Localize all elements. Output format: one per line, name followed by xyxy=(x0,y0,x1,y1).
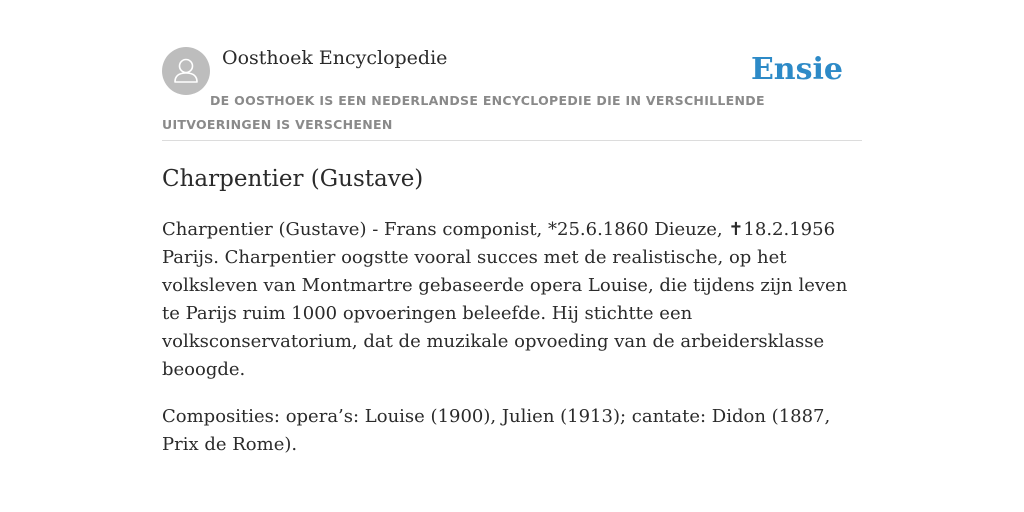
article-paragraph: Charpentier (Gustave) - Frans componist, *25.6.1860 Dieuze, ✝18.2.1956 Parijs. Charpentier oogstte vooral succes met de realistische, op het volksleven van Montmartre gebaseerde opera Louise, die tijdens zijn leven te Parijs ruim 1000 opvoeringen beleefde. Hij stichtte een volksconservatorium, dat de muzikale opvoeding van de arbeidersklasse beoogde. xyxy=(162,219,848,380)
source-header xyxy=(162,46,862,141)
article-body xyxy=(162,216,862,478)
brand-logo[interactable]: Ensie xyxy=(750,52,843,87)
article-title: Charpentier (Gustave) xyxy=(162,166,424,192)
source-description: DE OOSTHOEK IS EEN NEDERLANDSE ENCYCLOPEDIE DIE IN VERSCHILLENDE UITVOERINGEN IS VERSCHENEN xyxy=(162,93,765,132)
user-silhouette-icon[interactable] xyxy=(162,47,210,95)
source-name[interactable]: Oosthoek Encyclopedie xyxy=(222,47,448,69)
article-paragraph: Composities: opera’s: Louise (1900), Julien (1913); cantate: Didon (1887, Prix de Rome). xyxy=(162,406,831,455)
